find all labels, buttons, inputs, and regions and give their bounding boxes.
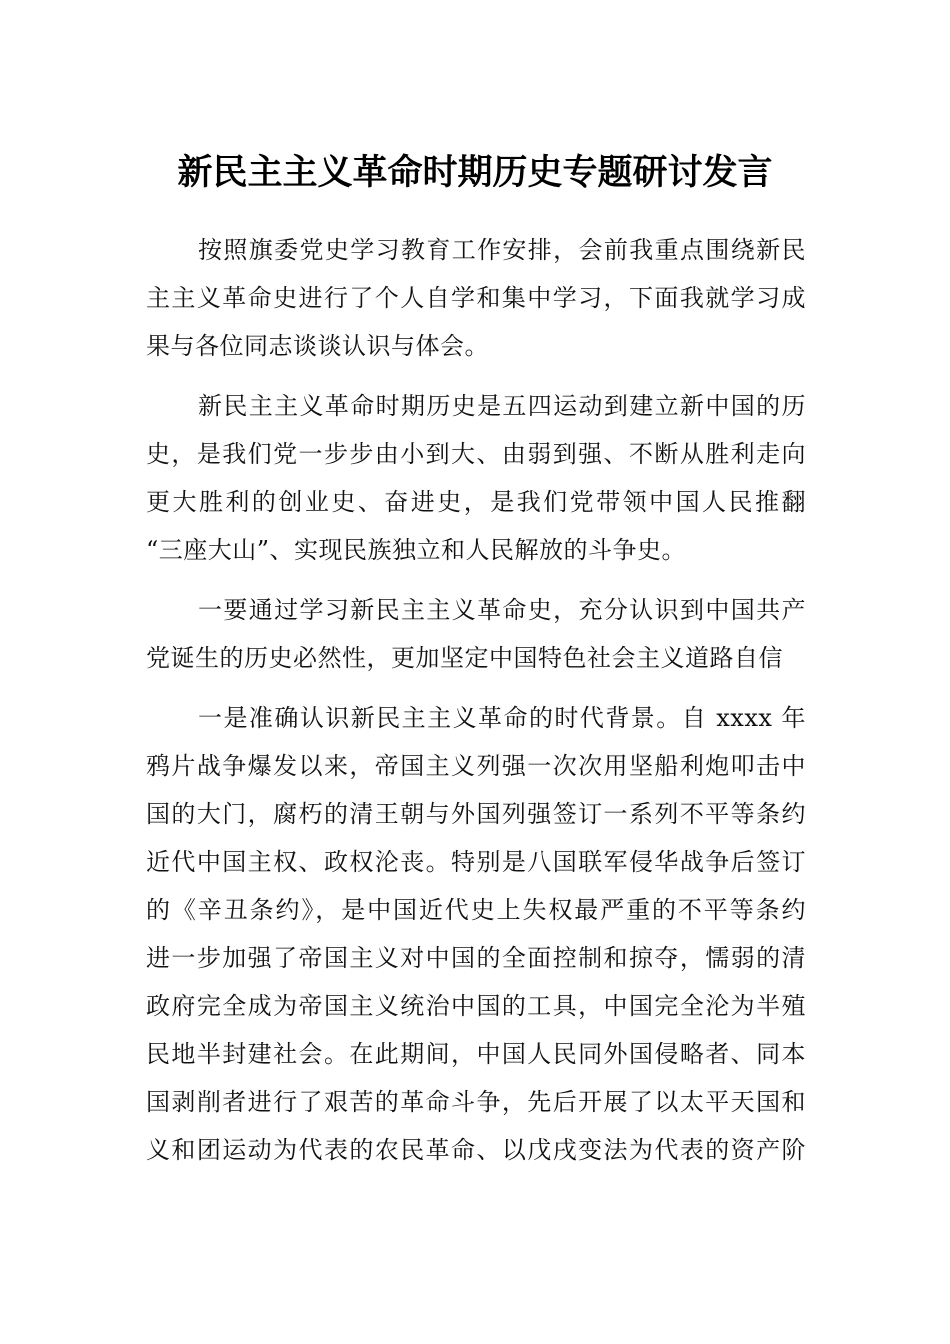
paragraph-point-one [146, 586, 806, 682]
text-line: “三座大山”、实现民族独立和人民解放的斗争史。 [146, 536, 687, 564]
text-line: 一要通过学习新民主主义革命史，充分认识到中国共产 [198, 596, 806, 624]
paragraph-background [146, 694, 806, 1174]
text-line: 更大胜利的创业史、奋进史，是我们党带领中国人民推翻 [146, 488, 806, 516]
paragraph-history [146, 382, 806, 574]
text-line: 史，是我们党一步步由小到大、由弱到强、不断从胜利走向 [146, 440, 806, 468]
paragraph-intro [146, 226, 806, 370]
document-title: 新民主主义革命时期历史专题研讨发言 [177, 152, 773, 193]
text-line: 义和团运动为代表的农民革命、以戊戌变法为代表的资产阶 [146, 1136, 806, 1164]
text-line: 果与各位同志谈谈认识与体会。 [146, 332, 489, 360]
text-line: 新民主主义革命时期历史是五四运动到建立新中国的历 [198, 392, 806, 420]
text-line: 近代中国主权、政权沦丧。特别是八国联军侵华战争后签订 [146, 848, 806, 876]
text-line: 民地半封建社会。在此期间，中国人民同外国侵略者、同本 [146, 1040, 806, 1068]
text-line: 国剥削者进行了艰苦的革命斗争，先后开展了以太平天国和 [146, 1088, 806, 1116]
text-line: 国的大门，腐朽的清王朝与外国列强签订一系列不平等条约 [146, 800, 806, 828]
document-body [146, 226, 806, 1186]
text-line: 的《辛丑条约》，是中国近代史上失权最严重的不平等条约 [146, 896, 806, 924]
text-line: 政府完全成为帝国主义统治中国的工具，中国完全沦为半殖 [146, 992, 806, 1020]
text-line: 鸦片战争爆发以来，帝国主义列强一次次用坚船利炮叩击中 [146, 752, 806, 780]
text-line: 进一步加强了帝国主义对中国的全面控制和掠夺，懦弱的清 [146, 944, 806, 972]
text-line: 按照旗委党史学习教育工作安排，会前我重点围绕新民 [198, 236, 806, 264]
text-line: 一是准确认识新民主主义革命的时代背景。自 xxxx 年 [198, 704, 806, 732]
text-line: 主主义革命史进行了个人自学和集中学习，下面我就学习成 [146, 284, 806, 312]
text-line: 党诞生的历史必然性，更加坚定中国特色社会主义道路自信 [146, 644, 783, 672]
